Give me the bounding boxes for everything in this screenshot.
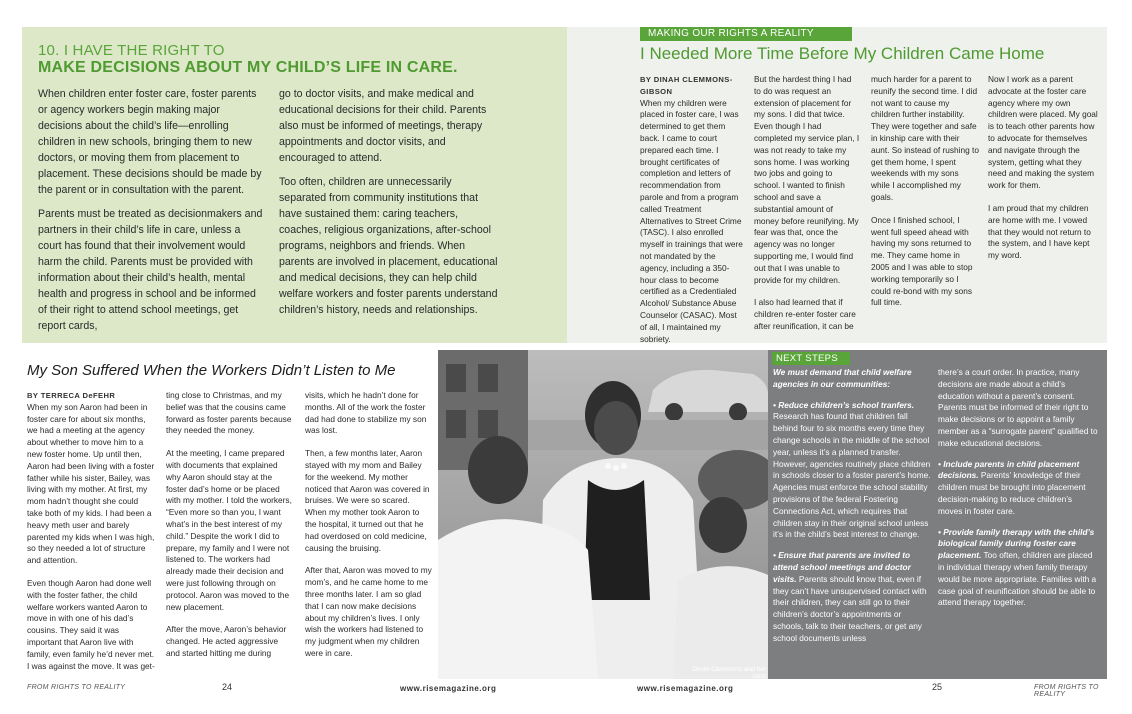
section-badge: MAKING OUR RIGHTS A REALITY xyxy=(640,27,852,41)
story-column-1 xyxy=(27,390,155,683)
footer-url-link[interactable]: www.risemagazine.org xyxy=(637,684,734,693)
next-step-item xyxy=(773,400,931,542)
paragraph: there’s a court order. In practice, many decisions are made about a child’s education without a parent’s consent. Parents must be informed of their right to make decisions or to appoint a family member as a “surrogate parent” qualified to make educational decisions. xyxy=(938,367,1098,448)
item-lead: • Include parents in child placement decisions. xyxy=(938,458,1080,481)
paragraph: After the move, Aaron’s behavior changed. He acted aggressive and started hitting me during xyxy=(166,624,287,658)
paragraph: When children enter foster care, foster parents or agency workers begin making major decisions about the child’s life—enrolling children in new schools, bringing them to new doctors, or moving them from placement to placement. These decisions should be made by the parent or in consultation with the parent. xyxy=(38,88,262,196)
story-column-3 xyxy=(305,390,433,671)
next-steps-column-1 xyxy=(773,367,931,654)
story-column-1 xyxy=(640,74,744,356)
item-lead: • Provide family therapy with the child’s biological family during foster care placement. xyxy=(938,526,1095,561)
byline: BY DINAH CLEMMONS-GIBSON xyxy=(640,75,733,96)
story-column-3 xyxy=(871,74,979,320)
item-body: Research has found that children fall behind four to six months every time they change schools in the middle of the school year, unless it’s a planned transfer. However, agencies routinely place children in schools closer to a foster parent’s home. Agencies must enforce the school stability provisions of the federal Fostering Connections Act, which requires that children stay in their original school unless it’s in the child’s best interest to change. xyxy=(773,411,931,540)
next-step-item xyxy=(773,550,931,644)
photo-caption: Dinah Clemmons and her sons xyxy=(692,666,766,680)
item-body: Parents’ knowledge of their children must be brought into placement decision-making to reduce children’s moves in foster care. xyxy=(938,470,1086,516)
paragraph: go to doctor visits, and make medical and educational decisions for their child. Parents also must be informed of meetings, therapy appointments and doctor visits, and encouraged to attend. xyxy=(279,88,487,164)
next-steps-intro: We must demand that child welfare agencies in our communities: xyxy=(773,367,912,389)
item-body: Parents should know that, even if they can’t have unsupervised contact with their children, they can still go to their children’s doctor’s appointments or schools, talk to their teachers, or get any school documents unless xyxy=(773,573,927,643)
byline: BY TERRECA DeFEHR xyxy=(27,391,116,400)
rights-column-2 xyxy=(279,86,501,326)
next-steps-column-2 xyxy=(938,367,1098,618)
family-photo xyxy=(438,350,768,679)
paragraph: After that, Aaron was moved to my mom’s, and he came home to me three months later. I am so glad that I can now make decisions about my children’s lives. I only wish the workers had listened to my judgment when my children were in care. xyxy=(305,565,432,658)
paragraph: Now I work as a parent advocate at the foster care agency where my own children were placed. My goal is to teach other parents how to advocate for themselves and navigate through the system, getting what they need and making the system work for them. xyxy=(988,74,1098,191)
footer-brand: FROM RIGHTS TO REALITY xyxy=(1034,684,1099,698)
story-column-4 xyxy=(988,74,1100,273)
paragraph: But the hardest thing I had to do was request an extension of placement for my sons. I did that twice. Even though I had completed my service plan, I was not ready to take my sons home. I was working two jobs and going to school. I wanted to finish school and save a substantial amount of money before reunifying. My fear was that, once the agency was no longer supporting me, I would find out that I was unable to provide for my children. xyxy=(754,74,860,285)
rights-title-line2: MAKE DECISIONS ABOUT MY CHILD’S LIFE IN CARE. xyxy=(38,59,458,76)
paragraph: When my children were placed in foster care, I was determined to get them back. I came to court prepared each time. I brought certificates of completion and letters of recommendation from parole and from a program called Treatment Alternatives to Street Crime (TASC). I also enrolled myself in trainings that were not mandated by the agency, including a 350-hour class to become certified as a Credentialed Alcohol/ Substance Abuse Counselor (CASAC). Most of all, I maintained my sobriety. xyxy=(640,97,743,344)
paragraph: At the meeting, I came prepared with documents that explained why Aaron should stay at the foster dad’s home or be placed with my mother. I told the workers, “Even more so than you, I want what’s in the best interest of my child.” Despite the work I did to prepare, my family and I were not listened to. The workers had already made their decision and were just following through on protocol. Aaron was moved to the new placement. xyxy=(166,448,292,612)
footer-brand: FROM RIGHTS TO REALITY xyxy=(27,684,126,691)
paragraph: Even though Aaron had done well with the foster father, the child welfare workers wanted Aaron to move in with one of his dad’s cousins. They said it was important that Aaron live with family, even family he’d never met. I was against the move. It was get- xyxy=(27,577,155,671)
item-lead: • Ensure that parents are invited to attend school meetings and doctor visits. xyxy=(773,550,911,584)
story-title: I Needed More Time Before My Children Came Home xyxy=(640,44,1045,63)
footer-url-link[interactable]: www.risemagazine.org xyxy=(400,684,497,693)
page-number: 24 xyxy=(222,682,233,692)
next-steps-badge: NEXT STEPS xyxy=(772,352,850,365)
paragraph: I also had learned that if children re-enter foster care after reunification, it can be xyxy=(754,297,856,331)
next-step-item xyxy=(938,459,1098,518)
photo-illustration xyxy=(438,350,768,679)
paragraph: much harder for a parent to reunify the second time. I did not want to cause my children further instability. They were together and safe in kinship care with their aunt. So instead of rushing to get them home, I spent weekends with my sons while I accomplished my goals. xyxy=(871,74,979,202)
story-title: My Son Suffered When the Workers Didn’t Listen to Me xyxy=(27,362,396,379)
story-column-2 xyxy=(166,390,294,671)
story-column-2 xyxy=(754,74,860,344)
next-step-item xyxy=(938,527,1098,610)
paragraph: When my son Aaron had been in foster care for about six months, we had a meeting at the agency about whether to move him to a new foster home. Up until then, Aaron had been living with a foster father while his sister, Bailey, was living with my mother. At first, my mom hadn’t thought she could take both of my kids. I had been a heavy meth user and barely parented my kids when I was high, so they needed a lot of structure and attention. xyxy=(27,401,155,566)
paragraph: Once I finished school, I went full speed ahead with having my sons returned to me. They came home in 2005 and I was able to stop working temporarily so I could re-bond with my sons full time. xyxy=(871,214,973,308)
paragraph: Parents must be treated as decisionmakers and partners in their child’s life in care, unless a court has found that their involvement would harm the child. Parents must be provided with information about their child’s health, mental health and progress in school and be informed of their right to attend school meetings, get report cards, xyxy=(38,208,263,332)
item-lead: • Reduce children’s school tranfers. xyxy=(773,399,915,410)
paragraph: ting close to Christmas, and my belief was that the cousins came forward as foster parents because they needed the money. xyxy=(166,390,292,436)
paragraph: Then, a few months later, Aaron stayed with my mom and Bailey for the weekend. My mother noticed that Aaron was covered in bruises. We were so scared. When my mother took Aaron to the hospital, it turned out that he had overdosed on cold medicine, causing the bruising. xyxy=(305,448,430,553)
paragraph: visits, which he hadn’t done for months. All of the work the foster dad had done to stabilize my son was lost. xyxy=(305,390,427,436)
item-body: Too often, children are placed in individual therapy when family therapy would be more appropriate. Families with a case goal of reunification should be able to attend therapy together. xyxy=(938,550,1097,608)
paragraph: Too often, children are unnecessarily separated from community institutions that have sustained them: caring teachers, coaches, religious organizations, after-school programs, neighbors and friends. When parents are involved in placement, educational and medical decisions, they can help child welfare workers and foster parents understand children’s history, needs and relationships. xyxy=(279,176,498,316)
paragraph: I am proud that my children are home with me. I vowed that they would not return to the system, and I have kept my word. xyxy=(988,202,1091,261)
rights-column-1 xyxy=(38,86,264,342)
page-number: 25 xyxy=(932,682,943,692)
rights-title-line1: 10. I HAVE THE RIGHT TO xyxy=(38,42,225,59)
